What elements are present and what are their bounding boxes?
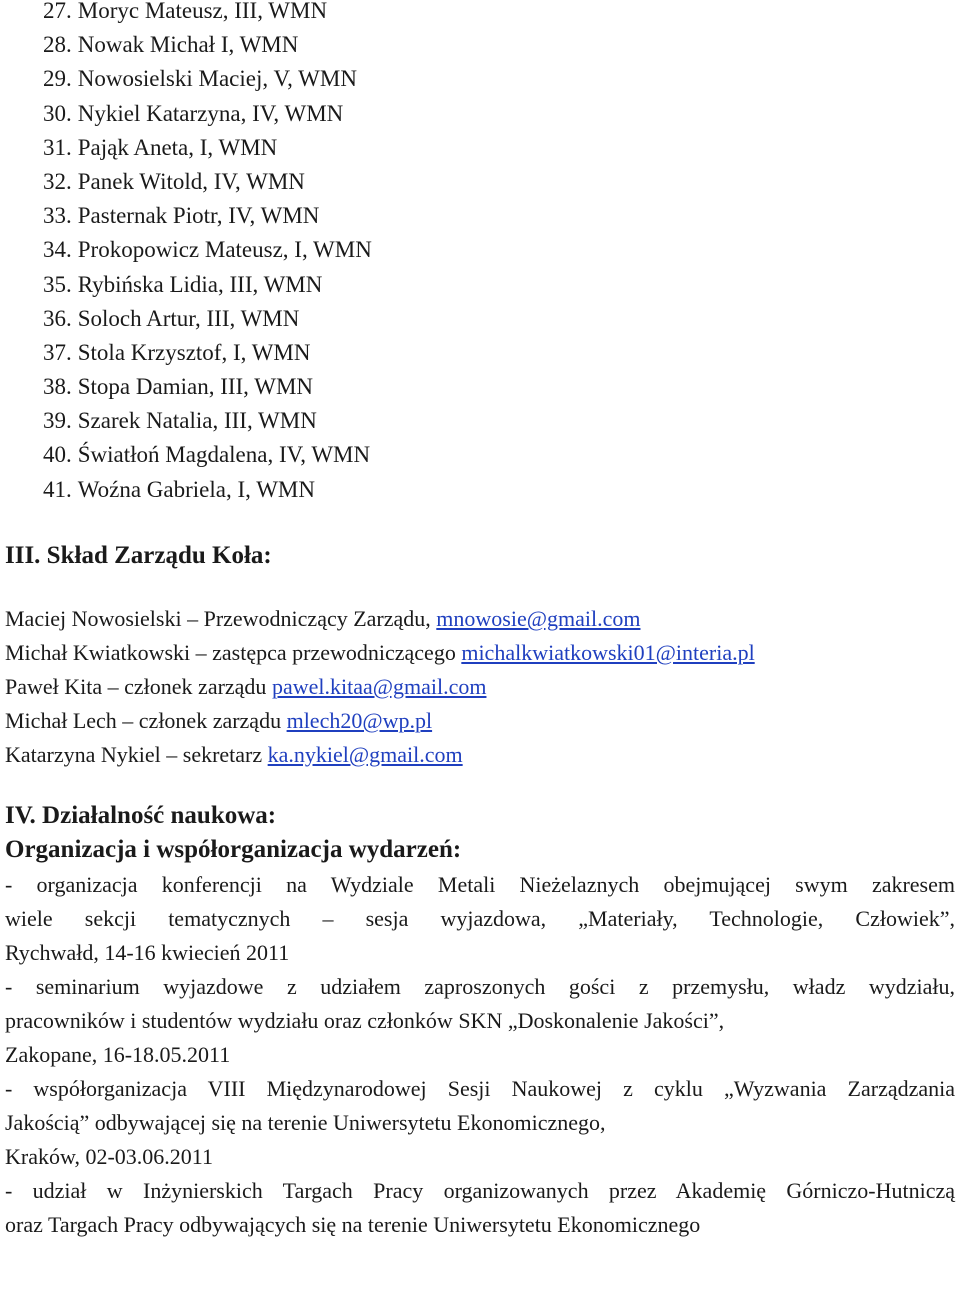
list-item: 31. Pająk Aneta, I, WMN: [43, 134, 278, 160]
list-item: 34. Prokopowicz Mateusz, I, WMN: [43, 237, 372, 263]
event-paragraph: - udział w Inżynierskich Targach Pracy organizowanych przez Akademię Górniczo-Hutniczą oraz Targach Pracy odbywających się na terenie Uniwersytetu Ekonomicznego: [5, 1177, 955, 1237]
list-item: 36. Soloch Artur, III, WMN: [43, 305, 300, 331]
list-item: 33. Pasternak Piotr, IV, WMN: [43, 203, 320, 229]
list-item: 30. Nykiel Katarzyna, IV, WMN: [43, 100, 344, 126]
board-member: Paweł Kita – członek zarządu pawel.kitaa@gmail.com: [5, 673, 487, 699]
list-item: 29. Nowosielski Maciej, V, WMN: [43, 66, 357, 92]
list-item: 41. Woźna Gabriela, I, WMN: [43, 476, 315, 502]
list-item: 39. Szarek Natalia, III, WMN: [43, 408, 317, 434]
email-link[interactable]: ka.nykiel@gmail.com: [267, 741, 463, 767]
section-iii-heading: III. Skład Zarządu Koła:: [5, 541, 272, 569]
section-iv-heading: IV. Działalność naukowa:: [5, 801, 277, 829]
list-item: 32. Panek Witold, IV, WMN: [43, 168, 305, 194]
email-link[interactable]: mnowosie@gmail.com: [436, 605, 641, 631]
event-paragraph: - współorganizacja VIII Międzynarodowej Sesji Naukowej z cyklu „Wyzwania Zarządzania Jakością” odbywającej się na terenie Uniwersytetu Ekonomicznego, Kraków, 02-03.06.2011: [5, 1075, 955, 1169]
email-link[interactable]: michalkwiatkowski01@interia.pl: [461, 639, 755, 665]
list-item: 27. Moryc Mateusz, III, WMN: [43, 0, 328, 23]
list-item: 37. Stola Krzysztof, I, WMN: [43, 339, 311, 365]
board-member: Michał Lech – członek zarządu mlech20@wp.pl: [5, 707, 433, 733]
event-paragraph: - seminarium wyjazdowe z udziałem zaproszonych gości z przemysłu, władz wydziału, pracowników i studentów wydziału oraz członków SKN „Doskonalenie Jakości”, Zakopane, 16-18.05.2011: [5, 973, 955, 1067]
event-paragraph: - organizacja konferencji na Wydziale Metali Nieżelaznych obejmującej swym zakresem wiele sekcji tematycznych – sesja wyjazdowa, „Materiały, Technologie, Człowiek”, Rychwałd, 14-16 kwiecień 2011: [5, 871, 955, 965]
email-link[interactable]: pawel.kitaa@gmail.com: [271, 673, 487, 699]
list-item: 38. Stopa Damian, III, WMN: [43, 374, 314, 400]
list-item: 35. Rybińska Lidia, III, WMN: [43, 271, 323, 297]
section-iv-subheading: Organizacja i współorganizacja wydarzeń:: [5, 835, 462, 863]
board-member: Katarzyna Nykiel – sekretarz ka.nykiel@gmail.com: [5, 741, 463, 767]
member-list: [5, 0, 955, 507]
board-member: Michał Kwiatkowski – zastępca przewodniczącego michalkwiatkowski01@interia.pl: [5, 639, 755, 665]
board-member: Maciej Nowosielski – Przewodniczący Zarządu, mnowosie@gmail.com: [5, 605, 641, 631]
list-item: 40. Światłoń Magdalena, IV, WMN: [43, 442, 371, 468]
list-item: 28. Nowak Michał I, WMN: [43, 32, 299, 58]
email-link[interactable]: mlech20@wp.pl: [286, 707, 433, 733]
events-list: [5, 868, 955, 1242]
board-list: [5, 602, 955, 772]
